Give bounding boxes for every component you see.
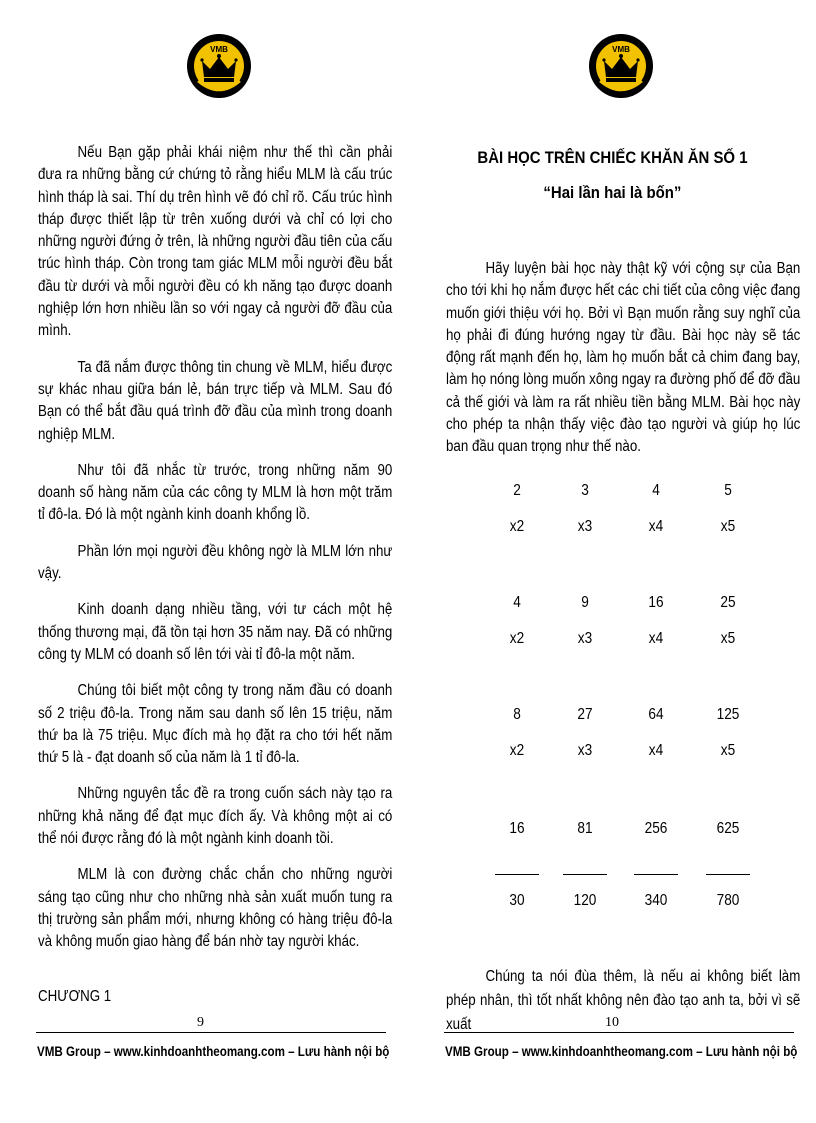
page-number: 9 (197, 1015, 204, 1030)
sum-rule (563, 874, 607, 875)
sum-rule (706, 874, 750, 875)
lesson-title: BÀI HỌC TRÊN CHIẾC KHĂN ĂN SỐ 1 (476, 148, 748, 167)
table-cell: 16 (648, 594, 664, 611)
table-cell: x3 (577, 742, 593, 759)
table-cell: 5 (724, 482, 732, 499)
vmb-crown-logo (186, 33, 252, 99)
table-cell: 2 (513, 482, 521, 499)
table-cell: 780 (716, 892, 740, 909)
multiplication-table (408, 0, 816, 1123)
table-cell: x2 (509, 518, 525, 535)
table-cell: 16 (509, 820, 525, 837)
table-cell: x4 (648, 518, 664, 535)
paragraph: Như tôi đã nhắc từ trước, trong những năm 90 doanh số hàng năm của các công ty MLM là hơn một trăm tỉ đô-la. Đó là một ngành kinh doanh khổng lồ. (38, 461, 393, 524)
paragraph: Ta đã nắm được thông tin chung về MLM, hiểu được sự khác nhau giữa bán lẻ, bán trực tiếp và MLM. Sau đó Bạn có thể bắt đầu quá trình đỡ đầu của mình trong doanh nghiệp MLM. (38, 358, 393, 443)
table-cell: x5 (720, 518, 736, 535)
table-cell: 4 (513, 594, 521, 611)
paragraph: Hãy luyện bài học này thật kỹ với cộng sự của Bạn cho tới khi họ nắm được hết các chi tiết của công việc đang muốn giới thiệu với họ. Bởi vì Bạn muốn rằng suy nghĩ của họ phải đi đúng hướng ngay từ đầu. Bài học này sẽ tác động rất mạnh đến họ, làm họ muốn bắt cả chim đang bay, làm họ nóng lòng muốn xông ngay ra đường phố để đỡ đầu cả thế giới và làm ra rất nhiều tiền bằng MLM. Bài học này cho phép ta nhận thấy việc đào tạo người và giúp họ lúc ban đầu quan trọng như thế nào. (446, 260, 801, 456)
paragraph: MLM là con đường chắc chắn cho những người sáng tạo cũng như cho những nhà sản xuất muốn tung ra thị trường sản phẩm mới, nhưng không có hàng triệu đô-la và không muốn giao hàng để bán nhờ tay người khác. (38, 866, 393, 951)
footer-rule (444, 1032, 794, 1033)
sum-rule (495, 874, 539, 875)
page-footer: VMB Group – www.kinhdoanhtheomang.com – Lưu hành nội bộ (445, 1044, 798, 1059)
table-cell: 8 (513, 706, 521, 723)
page-footer: VMB Group – www.kinhdoanhtheomang.com – Lưu hành nội bộ (37, 1044, 390, 1059)
table-cell: 27 (577, 706, 593, 723)
table-cell: 81 (577, 820, 593, 837)
table-cell: x2 (509, 630, 525, 647)
right-page (408, 0, 816, 1123)
footer-rule (36, 1032, 386, 1033)
svg-text:VMB: VMB (612, 45, 630, 54)
table-cell: x5 (720, 630, 736, 647)
closing-text (446, 965, 800, 1037)
table-cell: x3 (577, 630, 593, 647)
table-cell: 4 (652, 482, 660, 499)
table-cell: x3 (577, 518, 593, 535)
chapter-heading: CHƯƠNG 1 (38, 988, 112, 1005)
table-cell: 30 (509, 892, 525, 909)
paragraph: Kinh doanh dạng nhiều tầng, với tư cách một hệ thống thương mại, đã tồn tại hơn 35 năm nay. Đã có những công ty MLM có doanh số lên tới vài tỉ đô-la một năm. (38, 601, 393, 663)
table-cell: x2 (509, 742, 525, 759)
sum-rule (634, 874, 678, 875)
table-cell: 125 (716, 706, 740, 723)
paragraph: Nếu Bạn gặp phải khái niệm như thế thì cần phải đưa ra những bằng cứ chứng tỏ rằng hiểu MLM là cấu trúc hình tháp là sai. Thí dụ trên hình vẽ đó chỉ rõ. Cấu trúc hình tháp được thiết lập từ trên xuống dưới và chỉ có lợi cho những người đứng ở trên, là những người đầu tiên của cấu trúc hình tháp. Còn trong tam giác MLM mỗi người đều bắt đầu từ dưới và mỗi người đều có kh năng tạo được doanh nghiệp lớn hơn nhiều lần so với ngay cả người đỡ đầu của mình. (38, 144, 393, 340)
svg-text:VMB: VMB (210, 45, 228, 54)
lesson-subtitle: “Hai lần hai là bốn” (543, 183, 681, 202)
table-cell: 340 (644, 892, 668, 909)
table-cell: 9 (581, 594, 589, 611)
table-cell: 25 (720, 594, 736, 611)
left-body (38, 142, 392, 968)
table-cell: 120 (573, 892, 597, 909)
page-number: 10 (605, 1015, 619, 1030)
table-cell: 625 (716, 820, 740, 837)
table-cell: 3 (581, 482, 589, 499)
table-cell: x4 (648, 630, 664, 647)
table-cell: x4 (648, 742, 664, 759)
table-cell: x5 (720, 742, 736, 759)
table-cell: 256 (644, 820, 668, 837)
paragraph: Phần lớn mọi người đều không ngờ là MLM lớn như vậy. (38, 542, 393, 583)
paragraph: Những nguyên tắc đề ra trong cuốn sách này tạo ra những khả năng để đạt mục đích ấy. Và không một ai có thể nói được rằng đó là một ngành kinh doanh tồi. (38, 785, 393, 848)
paragraph: Chúng ta nói đùa thêm, là nếu ai không biết làm phép nhân, thì tốt nhất không nên đào tạo anh ta, bởi vì sẽ xuất (446, 968, 801, 1033)
paragraph: Chúng tôi biết một công ty trong năm đầu có doanh số 2 triệu đô-la. Trong năm sau danh số lên 15 triệu, năm thứ ba là 75 triệu. Mục đích mà họ đặt ra cho tới hết năm thứ 5 là - đạt doanh số của năm là 1 tỉ đô-la. (38, 682, 393, 767)
table-cell: 64 (648, 706, 664, 723)
